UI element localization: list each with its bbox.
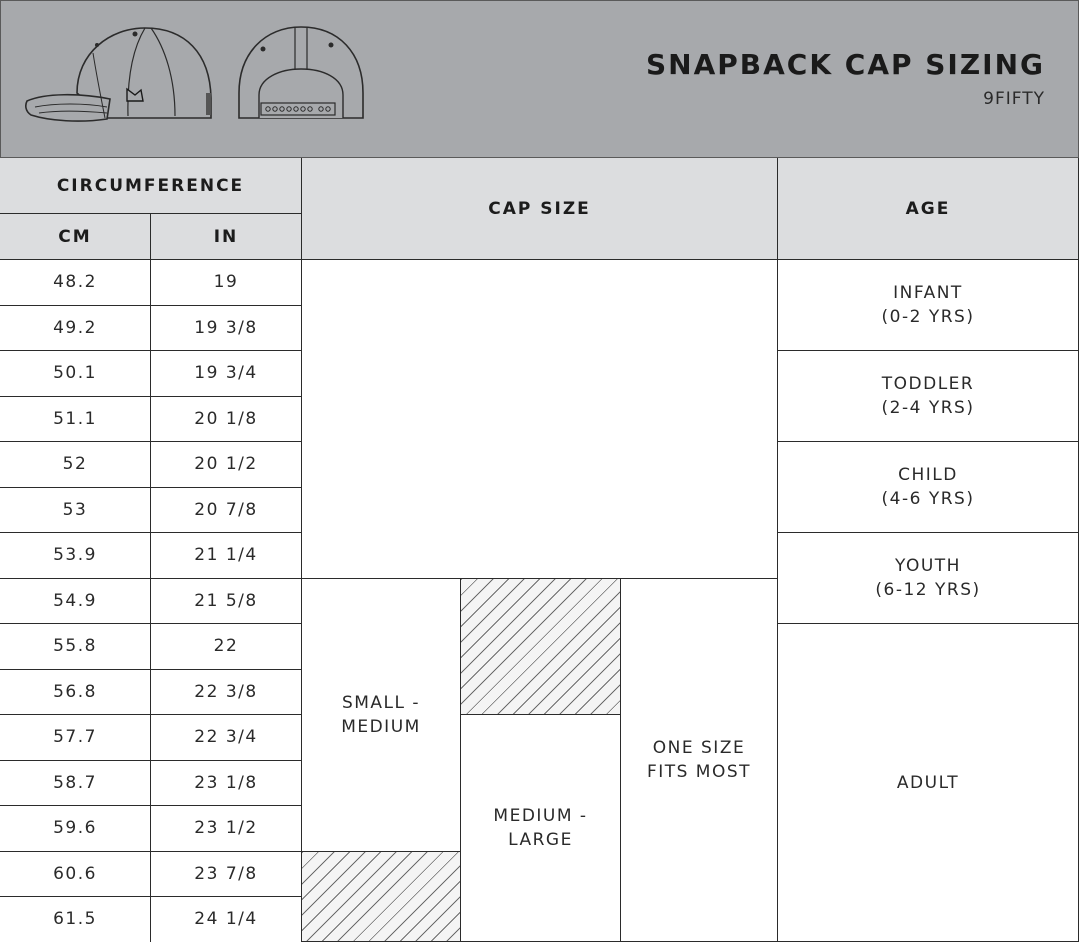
age-infant: INFANT (0-2 YRS) bbox=[778, 260, 1079, 351]
cm-value: 52 bbox=[0, 442, 151, 488]
in-value: 22 3/8 bbox=[151, 670, 302, 716]
header-banner bbox=[0, 0, 1079, 158]
age-child: CHILD (4-6 YRS) bbox=[778, 442, 1079, 533]
cm-value: 50.1 bbox=[0, 351, 151, 397]
cap-size-header: CAP SIZE bbox=[302, 158, 778, 260]
page-subtitle: 9FIFTY bbox=[983, 89, 1045, 109]
cm-header: CM bbox=[0, 214, 151, 260]
cap-back-view-icon bbox=[235, 23, 370, 128]
cm-value: 60.6 bbox=[0, 852, 151, 898]
in-value: 20 1/8 bbox=[151, 397, 302, 443]
cm-value: 55.8 bbox=[0, 624, 151, 670]
age-adult: ADULT bbox=[778, 624, 1079, 942]
size-medium-large: MEDIUM - LARGE bbox=[461, 715, 621, 942]
in-value: 19 3/8 bbox=[151, 306, 302, 352]
in-value: 23 1/8 bbox=[151, 761, 302, 807]
in-value: 19 3/4 bbox=[151, 351, 302, 397]
cm-value: 49.2 bbox=[0, 306, 151, 352]
cap-size-empty-area bbox=[302, 260, 778, 579]
in-value: 22 3/4 bbox=[151, 715, 302, 761]
cm-value: 56.8 bbox=[0, 670, 151, 716]
in-value: 21 1/4 bbox=[151, 533, 302, 579]
in-value: 20 1/2 bbox=[151, 442, 302, 488]
in-header: IN bbox=[151, 214, 302, 260]
cm-value: 57.7 bbox=[0, 715, 151, 761]
in-value: 20 7/8 bbox=[151, 488, 302, 534]
cm-value: 53 bbox=[0, 488, 151, 534]
in-value: 21 5/8 bbox=[151, 579, 302, 625]
in-value: 23 7/8 bbox=[151, 852, 302, 898]
in-value: 19 bbox=[151, 260, 302, 306]
hatched-cell-medium-large bbox=[461, 579, 621, 716]
cm-value: 53.9 bbox=[0, 533, 151, 579]
age-toddler: TODDLER (2-4 YRS) bbox=[778, 351, 1079, 442]
size-small-medium: SMALL - MEDIUM bbox=[302, 579, 461, 852]
cap-side-view-icon bbox=[25, 23, 220, 128]
size-one-size-fits-most: ONE SIZE FITS MOST bbox=[621, 579, 778, 942]
cm-value: 48.2 bbox=[0, 260, 151, 306]
in-value: 24 1/4 bbox=[151, 897, 302, 942]
cm-value: 51.1 bbox=[0, 397, 151, 443]
circumference-header: CIRCUMFERENCE bbox=[0, 158, 302, 214]
page-title: SNAPBACK CAP SIZING bbox=[645, 48, 1045, 81]
cm-value: 61.5 bbox=[0, 897, 151, 942]
age-header: AGE bbox=[778, 158, 1079, 260]
cm-value: 59.6 bbox=[0, 806, 151, 852]
sizing-table bbox=[0, 158, 1079, 942]
cm-value: 58.7 bbox=[0, 761, 151, 807]
cm-value: 54.9 bbox=[0, 579, 151, 625]
age-youth: YOUTH (6-12 YRS) bbox=[778, 533, 1079, 624]
in-value: 22 bbox=[151, 624, 302, 670]
hatched-cell-small-medium bbox=[302, 852, 461, 942]
in-value: 23 1/2 bbox=[151, 806, 302, 852]
